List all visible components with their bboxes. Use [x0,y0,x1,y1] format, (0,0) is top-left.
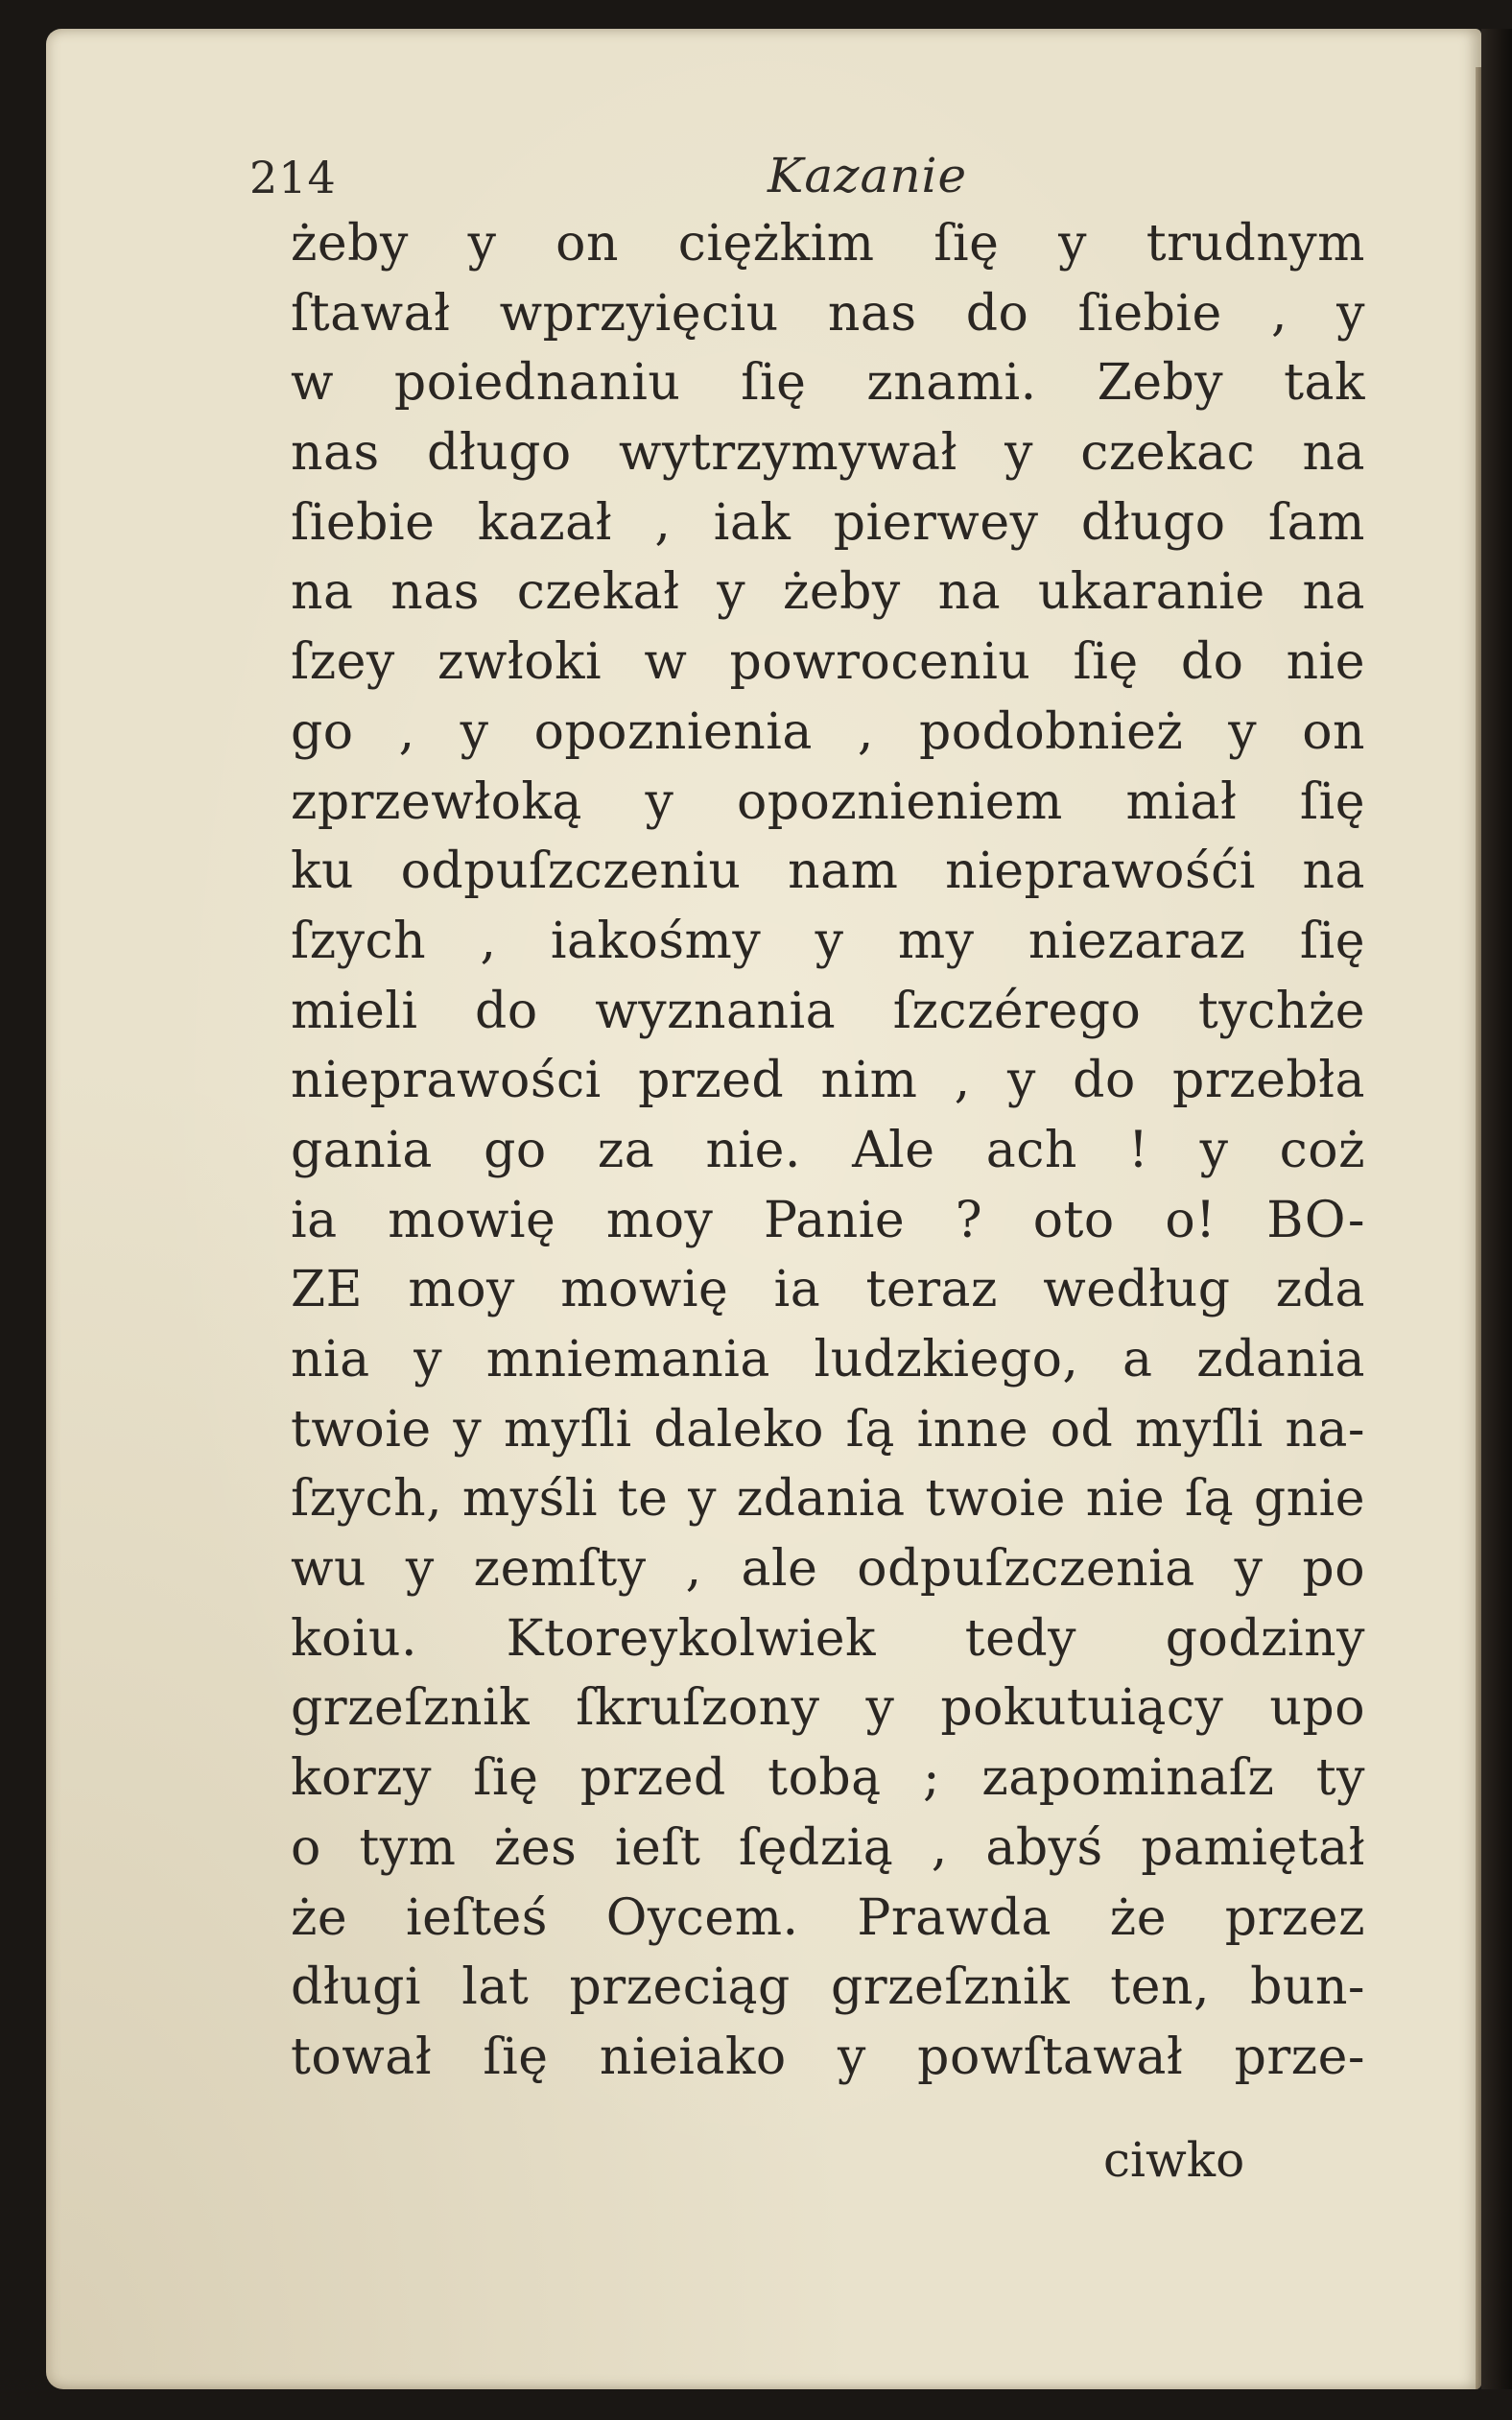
book-binding [1481,29,1512,2389]
text-line: ſzey zwłoki w powroceniu ſię do nie [291,633,1365,692]
text-line: długi lat przeciąg grzeſznik ten, bun- [291,1958,1365,2017]
text-line: gania go za nie. Ale ach ! y coż [291,1121,1365,1179]
text-line: ſtawał wprzyięciu nas do ſiebie , y [291,284,1365,343]
catchword: ciwko [1103,2132,1245,2188]
text-line: ſzych, myśli te y zdania twoie nie ſą gnie [291,1470,1365,1529]
text-line: nieprawości przed nim , y do przebła [291,1052,1365,1110]
text-line: mieli do wyznania ſzczérego tychże [291,982,1365,1040]
text-line: zprzewłoką y opoznieniem miał ſię [291,772,1365,831]
body-text [291,209,1365,2093]
text-line: o tym żes ieſt ſędzią , abyś pamiętał [291,1818,1365,1877]
text-line: że ieſteś Oycem. Prawda że przez [291,1888,1365,1947]
text-line: nia y mniemania ludzkiego, a zdania [291,1331,1365,1388]
text-line: ia mowię moy Panie ? oto o! BO- [291,1191,1365,1249]
text-line: na nas czekał y żeby na ukaranie na [291,563,1365,622]
text-line: w poiednaniu ſię znami. Zeby tak [291,354,1365,413]
text-line: żeby y on ciężkim ſię y trudnym [291,215,1365,273]
text-line: grzeſznik ſkruſzony y pokutuiący upo [291,1679,1365,1738]
text-line: ſiebie kazał , iak pierwey długo ſam [291,493,1365,552]
page-header [249,148,1036,209]
text-line: wu y zemſty , ale odpuſzczenia y po [291,1540,1365,1599]
page-edge [1476,67,1481,2389]
text-line: tował ſię nieiako y powſtawał prze- [291,2028,1365,2086]
text-line: koiu. Ktoreykolwiek tedy godziny [291,1609,1365,1668]
text-line: go , y opoznienia , podobnież y on [291,702,1365,761]
page-number: 214 [249,152,337,203]
text-line: twoie y myſli daleko ſą inne od myſli na- [291,1400,1365,1459]
running-title: Kazanie [768,148,968,203]
text-line: korzy ſię przed tobą ; zapominaſz ty [291,1749,1365,1808]
text-line: ZE moy mowię ia teraz według zda [291,1261,1365,1319]
text-line: nas długo wytrzymywał y czekac na [291,424,1365,483]
text-line: ſzych , iakośmy y my niezaraz ſię [291,912,1365,970]
text-line: ku odpuſzczeniu nam nieprawośći na [291,842,1365,901]
